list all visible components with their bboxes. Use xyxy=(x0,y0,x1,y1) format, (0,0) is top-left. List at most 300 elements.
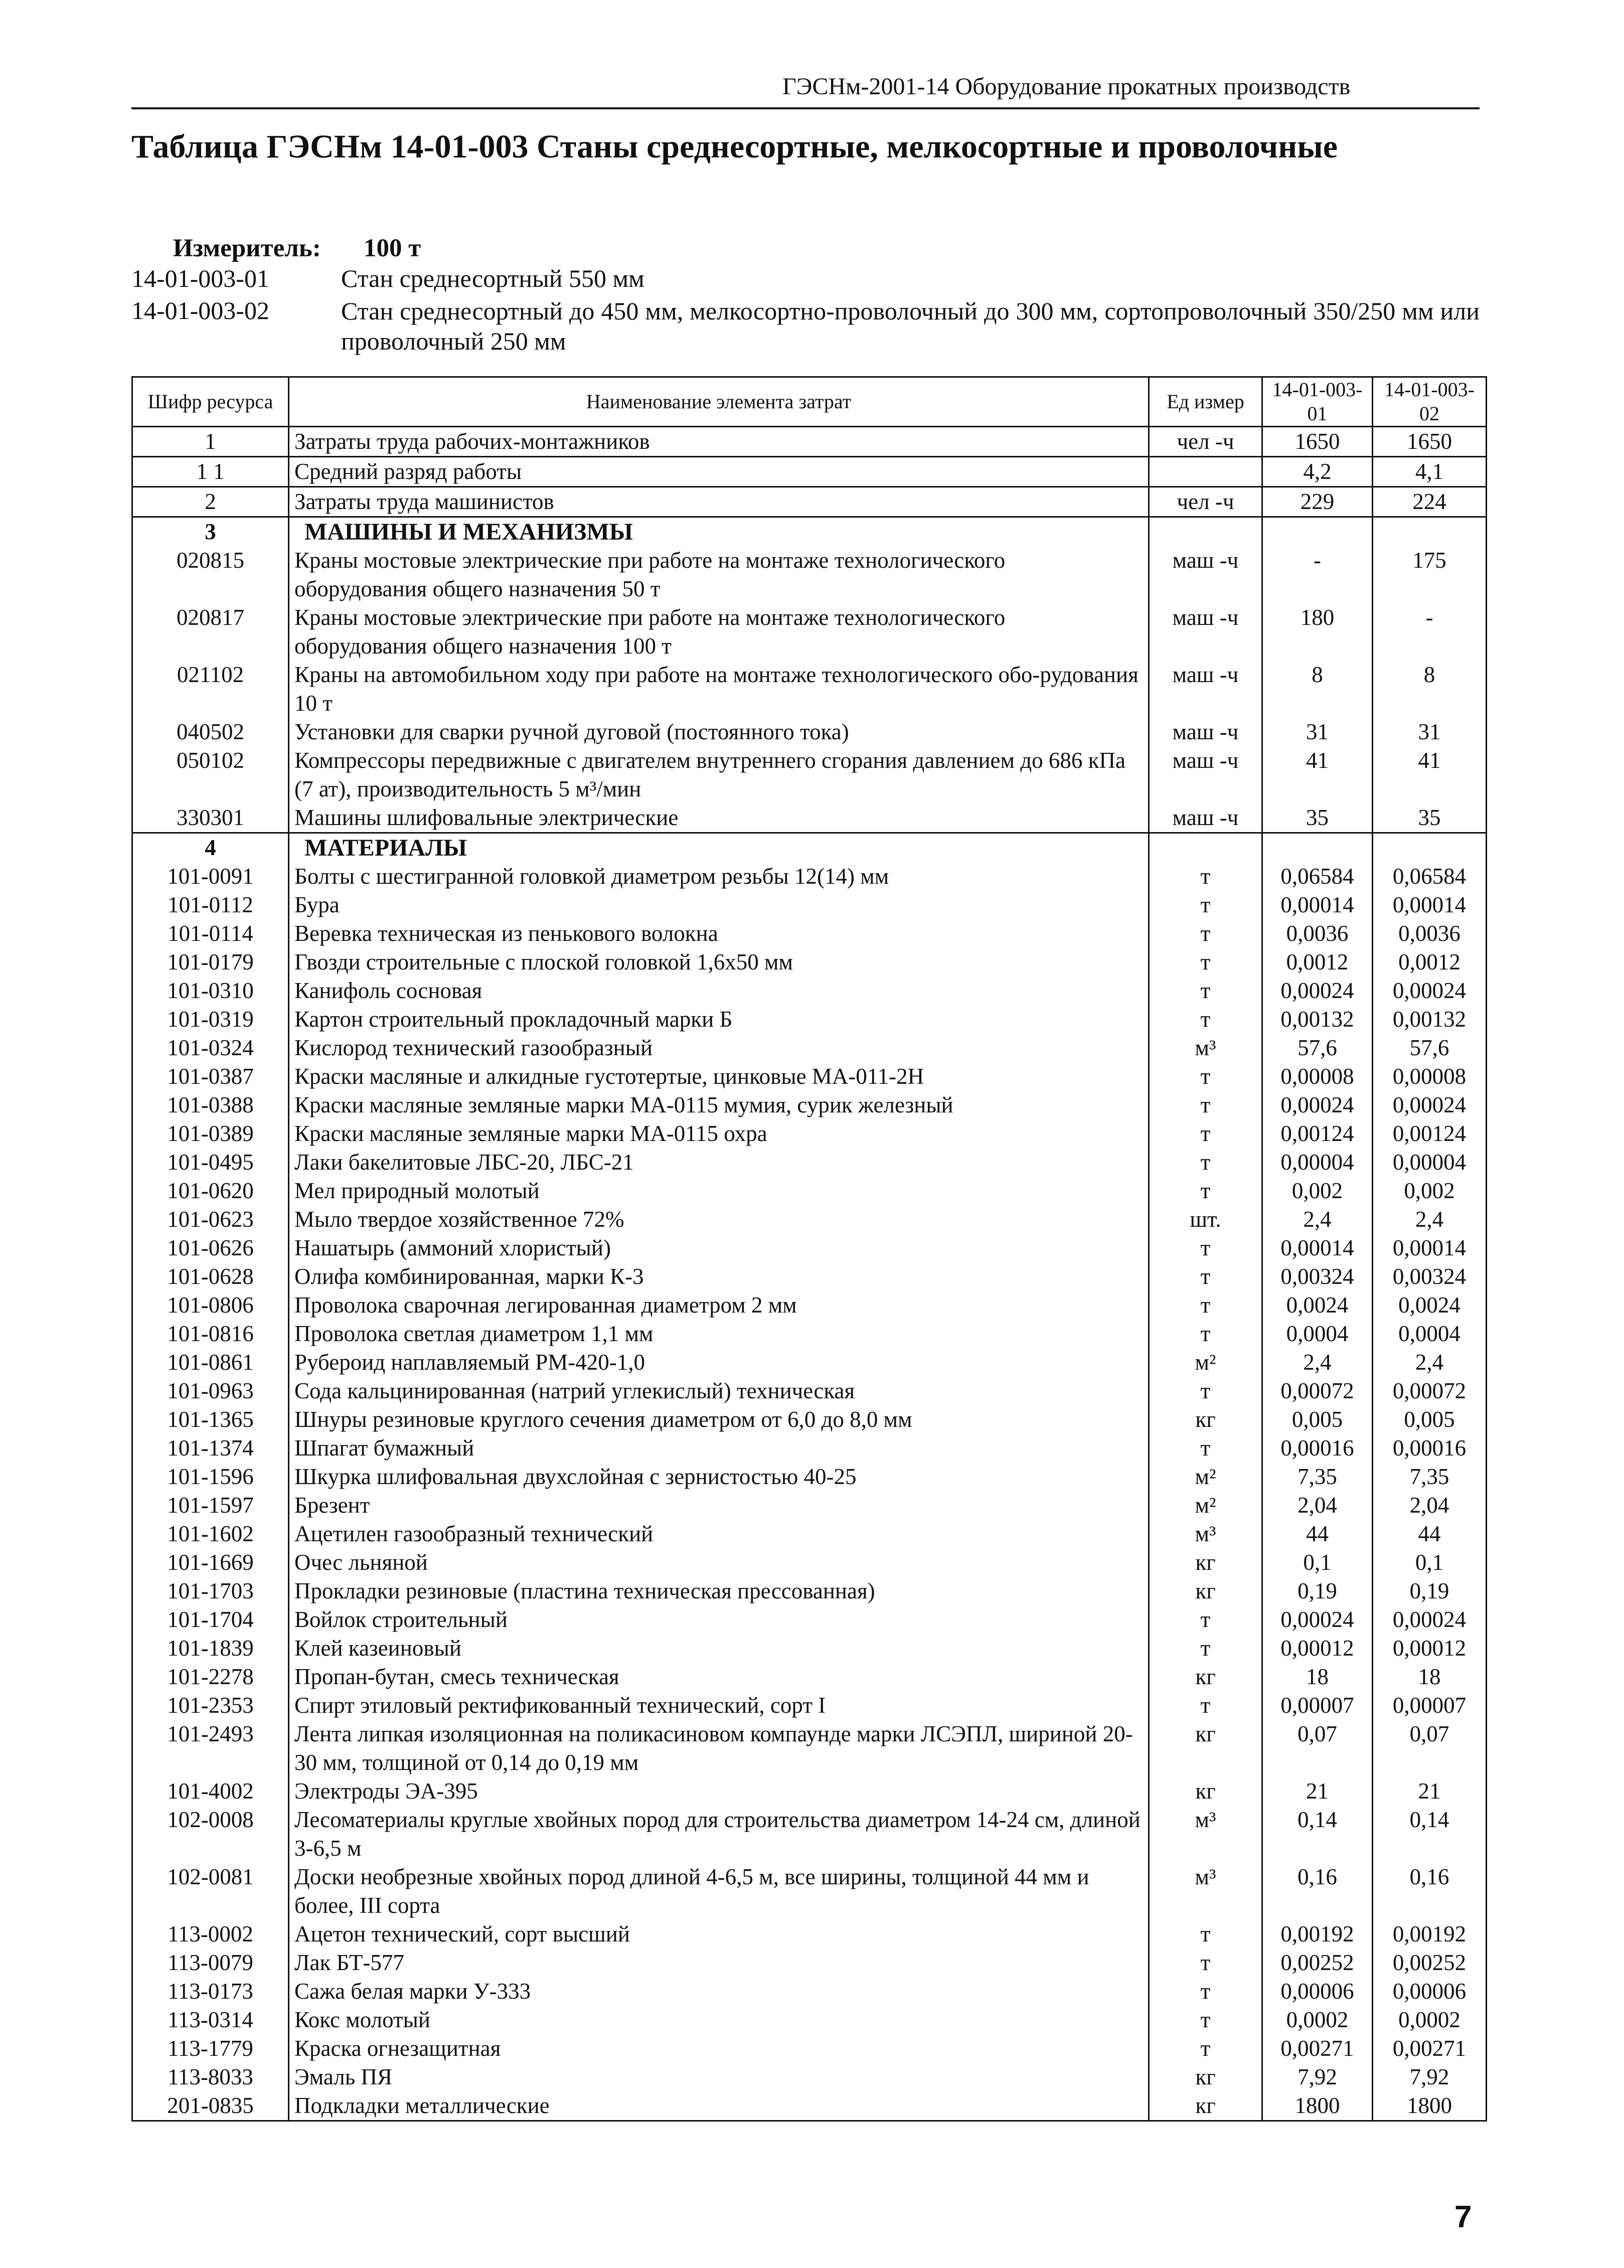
cell-name: Бура xyxy=(289,891,1149,919)
cell-value-02: 0,00024 xyxy=(1373,1091,1487,1119)
cell-name: Электроды ЭА-395 xyxy=(289,1777,1149,1806)
header-col-02: 14-01-003-02 xyxy=(1373,377,1487,427)
cell-value-02: 35 xyxy=(1373,803,1487,833)
cell-name: Картон строительный прокладочный марки Б xyxy=(289,1005,1149,1034)
cell-unit: м³ xyxy=(1149,1034,1262,1062)
cell-unit: т xyxy=(1149,1920,1262,1949)
norm-description: Стан среднесортный 550 мм xyxy=(341,264,644,292)
table-title: Таблица ГЭСНм 14-01-003 Станы среднесортные, мелкосортные и проволочные xyxy=(131,128,1338,165)
cell-unit: т xyxy=(1149,1605,1262,1634)
cell-value-02: 0,0002 xyxy=(1373,2006,1487,2034)
cell-value-02: 0,16 xyxy=(1373,1863,1487,1920)
cell-unit: м² xyxy=(1149,1348,1262,1377)
cell-unit: т xyxy=(1149,2034,1262,2063)
cell-value-01: 31 xyxy=(1262,718,1373,746)
cell-value-01: 0,0024 xyxy=(1262,1291,1373,1320)
cell-name: Шнуры резиновые круглого сечения диаметром от 6,0 до 8,0 мм xyxy=(289,1405,1149,1434)
cell-name: Проволока сварочная легированная диаметром 2 мм xyxy=(289,1291,1149,1320)
table-row xyxy=(132,1234,1487,1262)
cell-value-01: 0,00014 xyxy=(1262,891,1373,919)
cell-unit: маш -ч xyxy=(1149,803,1262,833)
cell-value-01: 0,00012 xyxy=(1262,1634,1373,1663)
cell-name: МАТЕРИАЛЫ xyxy=(289,833,1149,863)
cell-name: Доски необрезные хвойных пород длиной 4-6,5 м, все ширины, толщиной 44 мм и более, III сорта xyxy=(289,1863,1149,1920)
cell-unit: кг xyxy=(1149,2091,1262,2121)
cell-code: 101-0495 xyxy=(132,1148,289,1177)
cell-code: 113-0002 xyxy=(132,1920,289,1949)
table-row xyxy=(132,1977,1487,2006)
cell-name: Подкладки металлические xyxy=(289,2091,1149,2121)
table-row xyxy=(132,1491,1487,1520)
cell-unit: шт. xyxy=(1149,1205,1262,1234)
cell-code: 101-1602 xyxy=(132,1520,289,1548)
cell-value-01: 0,00024 xyxy=(1262,1091,1373,1119)
table-row xyxy=(132,1920,1487,1949)
cell-value-02: 0,00124 xyxy=(1373,1119,1487,1148)
cell-value-02: 0,00271 xyxy=(1373,2034,1487,2063)
cell-unit: м² xyxy=(1149,1491,1262,1520)
cell-value-02: 0,06584 xyxy=(1373,862,1487,891)
table-row xyxy=(132,1691,1487,1720)
cell-value-02: 0,00324 xyxy=(1373,1262,1487,1291)
cell-unit: т xyxy=(1149,1005,1262,1034)
cell-code: 330301 xyxy=(132,803,289,833)
cell-value-02: 0,00007 xyxy=(1373,1691,1487,1720)
cell-code: 101-0623 xyxy=(132,1205,289,1234)
table-row xyxy=(132,1605,1487,1634)
cell-value-02: 0,005 xyxy=(1373,1405,1487,1434)
cell-code: 113-0314 xyxy=(132,2006,289,2034)
cell-value-02: 0,00008 xyxy=(1373,1062,1487,1091)
cell-value-01: 0,00016 xyxy=(1262,1434,1373,1463)
table-row xyxy=(132,1262,1487,1291)
cell-value-01: - xyxy=(1262,546,1373,603)
cell-unit: т xyxy=(1149,948,1262,977)
table-row xyxy=(132,2034,1487,2063)
cell-value-02: 0,00192 xyxy=(1373,1920,1487,1949)
cell-name: Краны мостовые электрические при работе на монтаже технологического оборудования общего назначения 100 т xyxy=(289,603,1149,661)
cell-name: Ацетон технический, сорт высший xyxy=(289,1920,1149,1949)
table-row xyxy=(132,1119,1487,1148)
cell-unit: т xyxy=(1149,1691,1262,1720)
table-row xyxy=(132,1520,1487,1548)
cell-code: 101-1703 xyxy=(132,1577,289,1605)
cell-name: Спирт этиловый ректификованный технический, сорт I xyxy=(289,1691,1149,1720)
cell-unit: т xyxy=(1149,977,1262,1005)
cell-value-01: 18 xyxy=(1262,1663,1373,1691)
cell-value-01: 0,00024 xyxy=(1262,1605,1373,1634)
cell-name: Шкурка шлифовальная двухслойная с зернистостью 40-25 xyxy=(289,1463,1149,1491)
cell-value-02: 0,00006 xyxy=(1373,1977,1487,2006)
cell-value-01: 0,06584 xyxy=(1262,862,1373,891)
cell-value-01: 0,00024 xyxy=(1262,977,1373,1005)
cell-code: 101-0388 xyxy=(132,1091,289,1119)
table-row xyxy=(132,1548,1487,1577)
cell-name: Ацетилен газообразный технический xyxy=(289,1520,1149,1548)
cell-value-01: 229 xyxy=(1262,487,1373,517)
table-body xyxy=(132,427,1487,2121)
section-row xyxy=(132,833,1487,863)
cell-value-01: 0,0012 xyxy=(1262,948,1373,977)
cell-code: 101-2493 xyxy=(132,1720,289,1777)
cell-value-02: 1650 xyxy=(1373,427,1487,457)
cell-code: 101-2353 xyxy=(132,1691,289,1720)
cell-code: 101-1597 xyxy=(132,1491,289,1520)
cell-value-02: 44 xyxy=(1373,1520,1487,1548)
cell-value-02: 0,07 xyxy=(1373,1720,1487,1777)
cell-code: 040502 xyxy=(132,718,289,746)
cell-value-01: 57,6 xyxy=(1262,1034,1373,1062)
cell-unit: маш -ч xyxy=(1149,746,1262,803)
cell-unit: чел -ч xyxy=(1149,487,1262,517)
cell-unit: кг xyxy=(1149,1405,1262,1434)
cell-code: 020815 xyxy=(132,546,289,603)
table-row xyxy=(132,1720,1487,1777)
cell-unit: кг xyxy=(1149,1548,1262,1577)
cell-name: Рубероид наплавляемый РМ-420-1,0 xyxy=(289,1348,1149,1377)
cell-code: 113-8033 xyxy=(132,2063,289,2091)
cell-code: 101-0861 xyxy=(132,1348,289,1377)
cell-value-02: 0,00132 xyxy=(1373,1005,1487,1034)
cell-unit: кг xyxy=(1149,2063,1262,2091)
cell-value-02: 0,00072 xyxy=(1373,1377,1487,1405)
table-row xyxy=(132,1148,1487,1177)
cell-name: Краски масляные и алкидные густотертые, цинковые МА-011-2Н xyxy=(289,1062,1149,1091)
cell-value-02: 4,1 xyxy=(1373,457,1487,487)
cell-code: 201-0835 xyxy=(132,2091,289,2121)
running-header: ГЭСНм-2001-14 Оборудование прокатных производств xyxy=(782,73,1351,100)
cell-unit: т xyxy=(1149,1177,1262,1205)
cell-code: 101-0112 xyxy=(132,891,289,919)
cell-name: Затраты труда машинистов xyxy=(289,487,1149,517)
cell-name: Лаки бакелитовые ЛБС-20, ЛБС-21 xyxy=(289,1148,1149,1177)
cell-code: 050102 xyxy=(132,746,289,803)
cell-name: Затраты труда рабочих-монтажников xyxy=(289,427,1149,457)
cell-name: Болты с шестигранной головкой диаметром резьбы 12(14) мм xyxy=(289,862,1149,891)
table-row xyxy=(132,977,1487,1005)
table-row xyxy=(132,1205,1487,1234)
table-row xyxy=(132,718,1487,746)
table-row xyxy=(132,1062,1487,1091)
cell-value-01: 180 xyxy=(1262,603,1373,661)
cell-name: Клей казеиновый xyxy=(289,1634,1149,1663)
cell-value-02: 2,04 xyxy=(1373,1491,1487,1520)
cell-value-01: 0,14 xyxy=(1262,1806,1373,1863)
table-row xyxy=(132,862,1487,891)
section-row xyxy=(132,517,1487,547)
cell-unit: т xyxy=(1149,1262,1262,1291)
table-row xyxy=(132,1177,1487,1205)
cell-name: Краны на автомобильном ходу при работе на монтаже технологического обо-рудования 10 т xyxy=(289,661,1149,718)
table-row xyxy=(132,1348,1487,1377)
cell-value-02: 0,0012 xyxy=(1373,948,1487,977)
table-row xyxy=(132,803,1487,833)
measure-label: Измеритель: xyxy=(173,234,321,262)
cell-unit xyxy=(1149,833,1262,863)
cell-name: Компрессоры передвижные с двигателем внутреннего сгорания давлением до 686 кПа (7 ат), производительность 5 м³/мин xyxy=(289,746,1149,803)
cell-name: Краны мостовые электрические при работе на монтаже технологического оборудования общего назначения 50 т xyxy=(289,546,1149,603)
table-row xyxy=(132,1463,1487,1491)
table-row xyxy=(132,1777,1487,1806)
cell-code: 113-1779 xyxy=(132,2034,289,2063)
cell-code: 101-1596 xyxy=(132,1463,289,1491)
table-row xyxy=(132,919,1487,948)
cell-code: 101-0179 xyxy=(132,948,289,977)
cell-value-01: 0,00004 xyxy=(1262,1148,1373,1177)
norm-code: 14-01-003-01 xyxy=(131,264,269,292)
cell-code: 101-1365 xyxy=(132,1405,289,1434)
cell-value-02 xyxy=(1373,517,1487,547)
cell-name: Пропан-бутан, смесь техническая xyxy=(289,1663,1149,1691)
table-row xyxy=(132,1320,1487,1348)
cell-value-02: - xyxy=(1373,603,1487,661)
cell-name: Брезент xyxy=(289,1491,1149,1520)
cell-value-01: 0,16 xyxy=(1262,1863,1373,1920)
cell-name: Краски масляные земляные марки МА-0115 охра xyxy=(289,1119,1149,1148)
table-row xyxy=(132,2091,1487,2121)
cell-code: 101-1839 xyxy=(132,1634,289,1663)
cell-unit xyxy=(1149,517,1262,547)
cell-value-01: 0,19 xyxy=(1262,1577,1373,1605)
cell-code: 101-0816 xyxy=(132,1320,289,1348)
cell-unit: т xyxy=(1149,1091,1262,1119)
cell-code: 101-0628 xyxy=(132,1262,289,1291)
cell-code: 1 xyxy=(132,427,289,457)
cell-unit: т xyxy=(1149,891,1262,919)
cell-name: Проволока светлая диаметром 1,1 мм xyxy=(289,1320,1149,1348)
table-row xyxy=(132,1577,1487,1605)
cell-unit: кг xyxy=(1149,1720,1262,1777)
cell-value-01: 35 xyxy=(1262,803,1373,833)
cell-value-01: 0,1 xyxy=(1262,1548,1373,1577)
table-row xyxy=(132,603,1487,661)
cell-value-02: 0,14 xyxy=(1373,1806,1487,1863)
cell-code: 101-0310 xyxy=(132,977,289,1005)
cell-value-02: 57,6 xyxy=(1373,1034,1487,1062)
table-row xyxy=(132,1634,1487,1663)
cell-value-02: 0,00024 xyxy=(1373,1605,1487,1634)
cell-value-01: 1650 xyxy=(1262,427,1373,457)
cell-value-02: 0,002 xyxy=(1373,1177,1487,1205)
cell-value-01: 21 xyxy=(1262,1777,1373,1806)
table-row xyxy=(132,2006,1487,2034)
cell-value-01: 0,00014 xyxy=(1262,1234,1373,1262)
cell-value-01: 44 xyxy=(1262,1520,1373,1548)
cell-code: 102-0081 xyxy=(132,1863,289,1920)
cell-unit: м³ xyxy=(1149,1863,1262,1920)
cell-value-02: 2,4 xyxy=(1373,1348,1487,1377)
table-row xyxy=(132,1863,1487,1920)
cell-value-01: 0,0036 xyxy=(1262,919,1373,948)
header-name: Наименование элемента затрат xyxy=(289,377,1149,427)
cell-unit: маш -ч xyxy=(1149,546,1262,603)
cell-unit: кг xyxy=(1149,1777,1262,1806)
cell-value-02: 0,0024 xyxy=(1373,1291,1487,1320)
cell-value-02: 0,00012 xyxy=(1373,1634,1487,1663)
cell-code: 101-2278 xyxy=(132,1663,289,1691)
cell-value-02: 31 xyxy=(1373,718,1487,746)
cell-unit: т xyxy=(1149,1320,1262,1348)
cell-unit: чел -ч xyxy=(1149,427,1262,457)
cell-code: 101-0387 xyxy=(132,1062,289,1091)
cell-unit: т xyxy=(1149,862,1262,891)
cell-value-01: 0,00124 xyxy=(1262,1119,1373,1148)
cell-code: 1 1 xyxy=(132,457,289,487)
cell-unit: м³ xyxy=(1149,1806,1262,1863)
cell-code: 113-0079 xyxy=(132,1949,289,1977)
cell-name: Веревка техническая из пенькового волокна xyxy=(289,919,1149,948)
cell-value-02: 0,0036 xyxy=(1373,919,1487,948)
cell-unit: т xyxy=(1149,919,1262,948)
table-row xyxy=(132,746,1487,803)
cell-value-01 xyxy=(1262,833,1373,863)
cell-name: МАШИНЫ И МЕХАНИЗМЫ xyxy=(289,517,1149,547)
table-row xyxy=(132,427,1487,457)
cell-code: 102-0008 xyxy=(132,1806,289,1863)
table-row xyxy=(132,948,1487,977)
cell-value-02: 2,4 xyxy=(1373,1205,1487,1234)
cell-code: 113-0173 xyxy=(132,1977,289,2006)
cell-value-02: 0,0004 xyxy=(1373,1320,1487,1348)
cell-code: 4 xyxy=(132,833,289,863)
cell-value-02: 0,00252 xyxy=(1373,1949,1487,1977)
cell-code: 020817 xyxy=(132,603,289,661)
cell-code: 101-0091 xyxy=(132,862,289,891)
cell-name: Шпагат бумажный xyxy=(289,1434,1149,1463)
cell-value-02 xyxy=(1373,833,1487,863)
cell-value-01: 7,92 xyxy=(1262,2063,1373,2091)
table-row xyxy=(132,1005,1487,1034)
cell-code: 101-0319 xyxy=(132,1005,289,1034)
cell-value-02: 0,00004 xyxy=(1373,1148,1487,1177)
cell-name: Лесоматериалы круглые хвойных пород для строительства диаметром 14-24 см, длиной 3-6,5 м xyxy=(289,1806,1149,1863)
cell-code: 101-0620 xyxy=(132,1177,289,1205)
cell-name: Краска огнезащитная xyxy=(289,2034,1149,2063)
cell-value-02: 0,00016 xyxy=(1373,1434,1487,1463)
cell-unit: маш -ч xyxy=(1149,603,1262,661)
table-row xyxy=(132,1434,1487,1463)
cell-code: 101-0324 xyxy=(132,1034,289,1062)
cell-value-01: 0,00324 xyxy=(1262,1262,1373,1291)
cell-value-01: 2,04 xyxy=(1262,1491,1373,1520)
resources-table xyxy=(131,376,1487,2122)
cell-unit: т xyxy=(1149,1119,1262,1148)
cell-name: Сажа белая марки У-333 xyxy=(289,1977,1149,2006)
cell-value-01: 4,2 xyxy=(1262,457,1373,487)
cell-value-01: 0,0004 xyxy=(1262,1320,1373,1348)
cell-value-02: 0,19 xyxy=(1373,1577,1487,1605)
table-row xyxy=(132,1949,1487,1977)
cell-value-01: 0,00006 xyxy=(1262,1977,1373,2006)
cell-unit: т xyxy=(1149,1634,1262,1663)
cell-unit: т xyxy=(1149,1949,1262,1977)
header-unit: Ед измер xyxy=(1149,377,1262,427)
cell-unit: м³ xyxy=(1149,1520,1262,1548)
table-header-row xyxy=(132,377,1487,427)
cell-value-01: 1800 xyxy=(1262,2091,1373,2121)
cell-unit: м² xyxy=(1149,1463,1262,1491)
table-row xyxy=(132,1405,1487,1434)
norm-description: Стан среднесортный до 450 мм, мелкосортно-проволочный до 300 мм, сортопроволочный 350/250 мм или проволочный 250 мм xyxy=(341,297,1480,355)
cell-code: 2 xyxy=(132,487,289,517)
cell-value-01 xyxy=(1262,517,1373,547)
cell-value-02: 7,35 xyxy=(1373,1463,1487,1491)
cell-name: Канифоль сосновая xyxy=(289,977,1149,1005)
table-row xyxy=(132,661,1487,718)
header-col-01: 14-01-003-01 xyxy=(1262,377,1373,427)
cell-unit: т xyxy=(1149,1977,1262,2006)
cell-value-01: 2,4 xyxy=(1262,1348,1373,1377)
table-row xyxy=(132,457,1487,487)
cell-name: Краски масляные земляные марки МА-0115 мумия, сурик железный xyxy=(289,1091,1149,1119)
cell-code: 3 xyxy=(132,517,289,547)
cell-value-02: 0,00024 xyxy=(1373,977,1487,1005)
cell-value-02: 0,1 xyxy=(1373,1548,1487,1577)
cell-value-01: 0,00192 xyxy=(1262,1920,1373,1949)
cell-value-02: 175 xyxy=(1373,546,1487,603)
table-row xyxy=(132,1663,1487,1691)
table-row xyxy=(132,487,1487,517)
cell-value-02: 18 xyxy=(1373,1663,1487,1691)
cell-unit: кг xyxy=(1149,1663,1262,1691)
page-number: 7 xyxy=(1454,2200,1472,2234)
cell-name: Войлок строительный xyxy=(289,1605,1149,1634)
cell-unit: маш -ч xyxy=(1149,718,1262,746)
cell-value-01: 41 xyxy=(1262,746,1373,803)
cell-value-01: 2,4 xyxy=(1262,1205,1373,1234)
cell-name: Сода кальцинированная (натрий углекислый) техническая xyxy=(289,1377,1149,1405)
norm-code: 14-01-003-02 xyxy=(131,296,269,325)
measure-value: 100 т xyxy=(364,234,421,262)
cell-unit: т xyxy=(1149,1291,1262,1320)
cell-name: Лак БТ-577 xyxy=(289,1949,1149,1977)
table-row xyxy=(132,1291,1487,1320)
cell-unit: т xyxy=(1149,2006,1262,2034)
table-row xyxy=(132,891,1487,919)
cell-value-02: 0,00014 xyxy=(1373,891,1487,919)
cell-name: Лента липкая изоляционная на поликасиновом компаунде марки ЛСЭПЛ, шириной 20-30 мм, толщиной от 0,14 до 0,19 мм xyxy=(289,1720,1149,1777)
cell-value-01: 0,00007 xyxy=(1262,1691,1373,1720)
cell-unit: т xyxy=(1149,1434,1262,1463)
header-code: Шифр ресурса xyxy=(132,377,289,427)
cell-value-02: 0,00014 xyxy=(1373,1234,1487,1262)
cell-unit: маш -ч xyxy=(1149,661,1262,718)
cell-unit: т xyxy=(1149,1377,1262,1405)
cell-name: Кокс молотый xyxy=(289,2006,1149,2034)
table-row xyxy=(132,1034,1487,1062)
cell-value-02: 21 xyxy=(1373,1777,1487,1806)
cell-value-01: 0,07 xyxy=(1262,1720,1373,1777)
cell-code: 101-0806 xyxy=(132,1291,289,1320)
table-row xyxy=(132,1091,1487,1119)
cell-unit xyxy=(1149,457,1262,487)
table-row xyxy=(132,546,1487,603)
cell-name: Мел природный молотый xyxy=(289,1177,1149,1205)
cell-value-01: 0,002 xyxy=(1262,1177,1373,1205)
cell-code: 101-0114 xyxy=(132,919,289,948)
cell-code: 101-4002 xyxy=(132,1777,289,1806)
cell-unit: т xyxy=(1149,1148,1262,1177)
cell-code: 101-0626 xyxy=(132,1234,289,1262)
cell-value-01: 0,005 xyxy=(1262,1405,1373,1434)
cell-name: Средний разряд работы xyxy=(289,457,1149,487)
cell-value-01: 0,00008 xyxy=(1262,1062,1373,1091)
cell-value-02: 7,92 xyxy=(1373,2063,1487,2091)
cell-name: Мыло твердое хозяйственное 72% xyxy=(289,1205,1149,1234)
table-row xyxy=(132,1377,1487,1405)
table-row xyxy=(132,1806,1487,1863)
cell-code: 101-0963 xyxy=(132,1377,289,1405)
